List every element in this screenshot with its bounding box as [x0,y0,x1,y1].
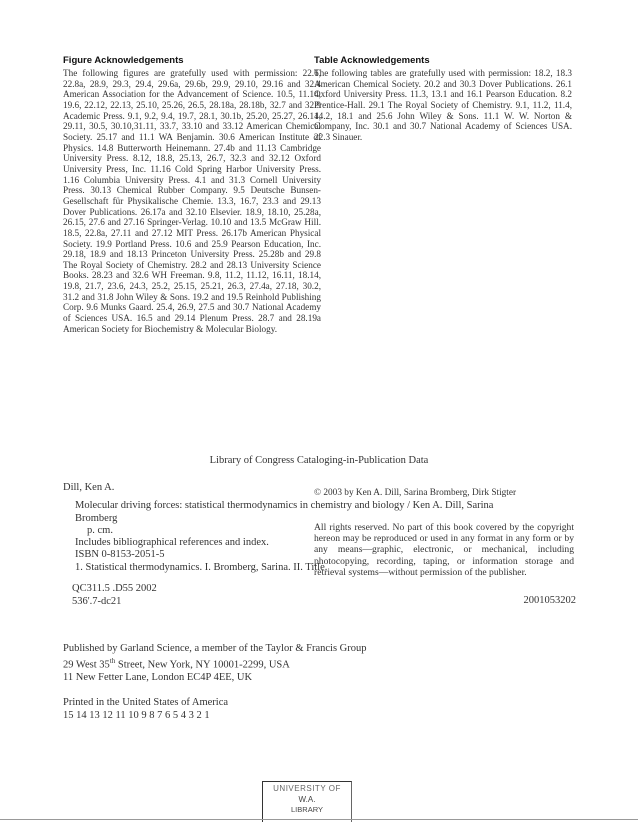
publisher-name: Published by Garland Science, a member of the Taylor & Francis Group [63,643,367,654]
figure-ack-text: The following figures are gratefully used with permission: 22.6, 22.8a, 28.9, 29.3, 29.4, 29.6a, 29.6b, 29.9, 29.10, 29.16 and 32.4 American Association for the Advancement of Science. 10.5, 11.14, 19.6, 22.12, 22.13, 25.10, 25.26, 26.5, 28.18a, 28.18b, 32.7 and 32.9 Academic Press. 9.1, 9.2, 9.4, 19.7, 28.1, 30.1b, 25.20, 25.27, 26.14, 29.11, 30.5, 30.10,31.11, 33.7, 33.10 and 33.12 American Chemical Society. 25.17 and 11.1 WA Benjamin. 30.6 American Institute of Physics. 14.8 Butterworth Heinemann. 27.4b and 11.13 Cambridge University Press. 8.12, 18.8, 25.13, 26.7, 32.3 and 32.12 Oxford University Press, Inc. 11.16 Cold Spring Harbor University Press. 1.16 Columbia University Press. 4.1 and 31.3 Cornell University Press. 30.13 Chemical Rubber Company. 9.5 Deutsche Bunsen-Gesellschaft für Physikalische Chemie. 13.3, 16.7, 23.3 and 29.13 Dover Publications. 26.17a and 32.10 Elsevier. 18.9, 18.10, 25.28a, 26.15, 27.6 and 27.16 Springer-Verlag. 10.10 and 13.5 McGraw Hill. 18.5, 22.8a, 27.11 and 27.12 MIT Press. 26.17b American Physical Society. 19.9 Portland Press. 10.6 and 25.9 Pearson Education, Inc. 29.18, 18.9 and 18.13 Princeton University Press. 25.28b and 29.8 The Royal Society of Chemistry. 28.2 and 28.13 University Science Books. 28.23 and 32.6 WH Freeman. 9.8, 11.2, 11.12, 16.11, 18.14, 19.8, 21.7, 23.6, 24.3, 25.2, 25.15, 25.21, 26.3, 27.4a, 27.18, 30.2, 31.2 and 31.8 John Wiley & Sons. 19.2 and 19.5 Reinhold Publishing Corp. 9.6 Munks Gaard. 25.4, 26.9, 27.5 and 30.7 National Academy of Sciences USA. 16.5 and 29.14 Plenum Press. 28.7 and 28.19a American Society for Biochemistry & Molecular Biology. [63,68,321,334]
table-ack-heading: Table Acknowledgements [314,55,430,66]
printing-info [63,697,228,722]
cip-isbn: ISBN 0-8153-2051-5 [75,549,165,561]
copyright-notice: © 2003 by Ken A. Dill, Sarina Bromberg, Dirk Stigter [314,488,517,498]
publisher-address-city: Street, New York, NY 10001-2299, USA [115,659,290,671]
cip-subjects: 1. Statistical thermodynamics. I. Bromberg, Sarina. II. Title. [75,561,328,573]
table-ack-text: The following tables are gratefully used with permission: 18.2, 18.3 American Chemical Society. 20.2 and 30.3 Dover Publications. 26.1 Oxford University Press. 11.3, 13.1 and 16.1 Pearson Education. 8.2 Prentice-Hall. 29.1 The Royal Society of Chemistry. 9.1, 11.2, 11.4, 14.2, 18.1 and 25.6 John Wiley & Sons. 11.1 W. W. Norton & Company, Inc. 30.1 and 30.7 National Academy of Sciences USA. 22.3 Sinauer. [314,68,572,142]
figure-ack-heading: Figure Acknowledgements [63,55,184,66]
publisher-address-london: 11 New Fetter Lane, London EC4P 4EE, UK [63,672,253,684]
publisher-address-suffix: th [109,657,116,666]
cip-book-title: Molecular driving forces: statistical thermodynamics in chemistry and biology / Ken A. Dill, Sarina [75,500,494,512]
rights-text: All rights reserved. No part of this book covered by the copyright hereon may be reproduced or used in any format in any form or by any means—graphic, electronic, or mechanical, including photocopying, recording, taping, or information storage and retrieval systems—without permission of the publisher. [314,522,574,578]
cip-dewey: 536'.7-dc21 [72,595,122,607]
cip-lccn: 2001053202 [523,595,576,606]
printed-country: Printed in the United States of America [63,697,229,708]
stamp-state: W.A. [298,795,316,804]
table-acknowledgements [314,55,572,143]
stamp-university: UNIVERSITY OF [273,784,341,793]
library-stamp [262,781,352,822]
publisher-address-street: 29 West 35 [63,659,110,671]
cip-lc-class: QC311.5 .D55 2002 [72,583,157,594]
page-bottom-edge [0,819,638,820]
cip-classification [72,583,157,608]
cip-notes: Includes bibliographical references and index. [75,537,269,549]
cip-pages: p. cm. [87,524,113,536]
figure-acknowledgements [63,55,321,334]
cip-record [63,482,583,574]
printing-line: 15 14 13 12 11 10 9 8 7 6 5 4 3 2 1 [63,709,210,721]
cip-title: Library of Congress Cataloging-in-Publication Data [209,455,429,466]
cip-book-title-cont: Bromberg [75,512,118,524]
publisher-info [63,643,367,684]
cip-author: Dill, Ken A. [63,482,115,493]
publisher-address-ny [63,655,367,672]
stamp-library: LIBRARY [291,805,323,814]
